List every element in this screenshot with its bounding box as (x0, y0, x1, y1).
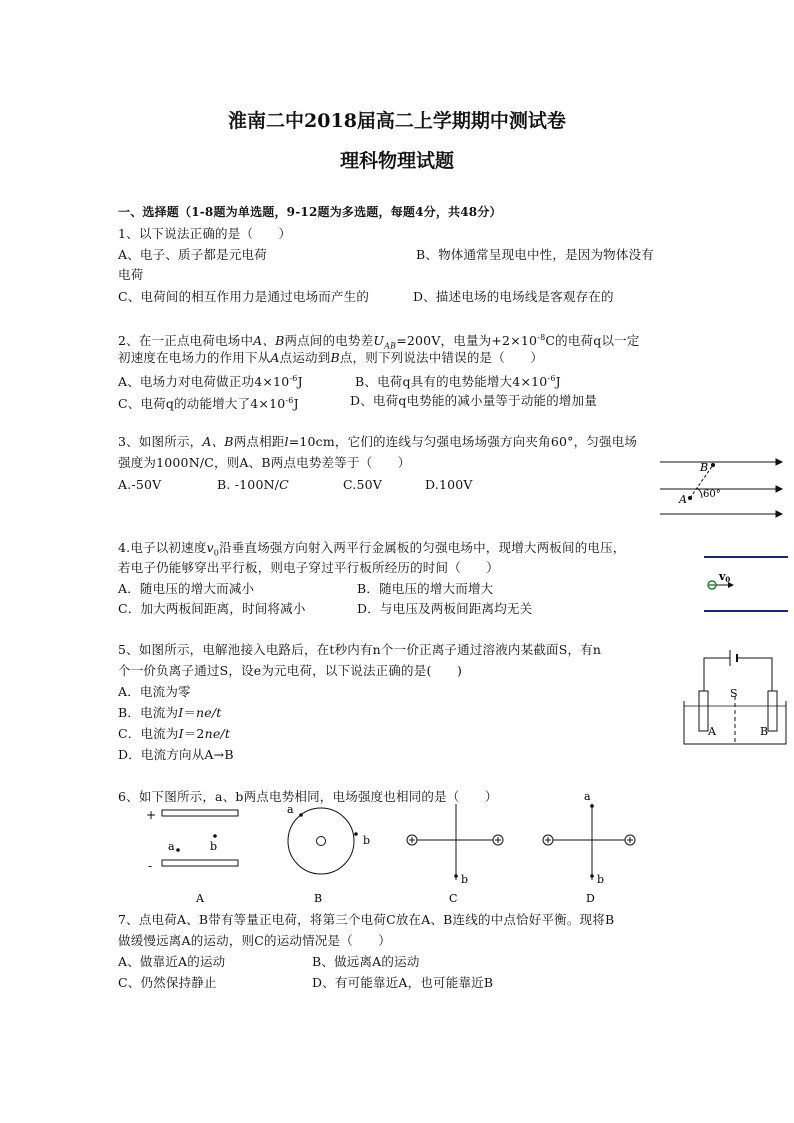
svg-text:b: b (210, 840, 218, 853)
q6-fig-d (543, 790, 635, 905)
q7-option-b: B、做远离A的运动 (312, 954, 420, 969)
q1-option-c: C、电荷间的相互作用力是通过电场而产生的 (118, 289, 370, 304)
svg-text:a: a (168, 840, 175, 853)
q1-option-d: D、描述电场的电场线是客观存在的 (413, 289, 614, 304)
svg-text:a: a (287, 803, 294, 816)
svg-text:+: + (146, 808, 157, 822)
q3-fig-point-b: B (700, 461, 709, 474)
svg-text:b: b (363, 834, 371, 847)
svg-text:B: B (314, 892, 323, 905)
q5-option-c: C．电流为I＝2ne/t (118, 726, 231, 741)
q7-option-c: C、仍然保持静止 (118, 975, 217, 990)
q4-option-c: C．加大两板间距离，时间将减小 (118, 601, 306, 616)
q4-option-a: A．随电压的增大而减小 (118, 581, 255, 596)
q5-fig-section-s: S (730, 687, 738, 700)
q1-option-a: A、电子、质子都是元电荷 (118, 247, 267, 262)
q5-option-a: A．电流为零 (118, 684, 191, 699)
exam-subtitle: 理科物理试题 (339, 150, 454, 172)
section-heading: 一、选择题（1-8题为单选题，9-12题为多选题，每题4分，共48分） (118, 205, 502, 219)
q4-option-b: B．随电压的增大而增大 (357, 581, 494, 596)
q1-stem: 1、以下说法正确的是（ ） (118, 226, 292, 241)
q6-fig-b (287, 803, 370, 905)
q3-stem-line2: 强度为1000N/C，则A、B两点电势差等于（ ） (118, 455, 411, 470)
q7-stem-line1: 7、点电荷A、B带有等量正电荷，将第三个电荷C放在A、B连线的中点恰好平衡。现将B (118, 912, 615, 927)
q6-stem: 6、如下图所示，a、b两点电势相同，电场强度也相同的是（ ） (118, 789, 498, 804)
q4-stem-line1: 4.电子以初速度$v_0$沿垂直场强方向射入两平行金属板的匀强电场中，现增大两板间的电压， (118, 540, 626, 558)
q3-stem-line1: 3、如图所示，A、B两点相距l=10cm，它们的连线与匀强电场场强方向夹角60°，匀强电场 (118, 434, 638, 449)
q4-plates-diagram (704, 555, 788, 615)
q4-stem-line2: 若电子仍能够穿出平行板，则电子穿过平行板所经历的时间（ ） (118, 560, 500, 575)
svg-text:a: a (584, 790, 591, 803)
q5-fig-electrode-a: A (708, 725, 716, 738)
q2-stem-line1: 2、在一正点电荷电场中A、B两点间的电势差$U_{AB}=200V$，电量为$+2\times 10^{-8}C$的电荷q以一定 (118, 333, 640, 351)
q3-fig-point-a: A (679, 493, 687, 506)
svg-text:D: D (586, 892, 595, 905)
q2-option-c: C、电荷q的动能增大了$4\times 10^{-6}J$ (118, 396, 299, 412)
q3-option-b: B. -100N/C (217, 477, 289, 492)
q6-fig-c (407, 804, 503, 905)
svg-text:A: A (196, 892, 204, 905)
q2-stem-line2: 初速度在电场力的作用下从A点运动到B点，则下列说法中错误的是（ ） (118, 350, 544, 365)
q3-option-c: C.50V (343, 477, 383, 492)
q3-option-d: D.100V (425, 477, 473, 492)
svg-text:C: C (449, 892, 458, 905)
q5-stem-line2: 个一价负离子通过S，设e为元电荷，以下说法正确的是( ) (118, 663, 463, 678)
svg-text:-: - (148, 859, 153, 873)
q7-option-d: D、有可能靠近A，也可能靠近B (312, 975, 494, 990)
q5-option-b: B．电流为I＝ne/t (118, 705, 222, 720)
q2-option-d: D、电荷q电势能的减小量等于动能的增加量 (350, 393, 598, 408)
q3-fig-angle: 60° (703, 489, 721, 500)
q3-field-diagram (658, 455, 782, 521)
q5-electrolysis-diagram (680, 646, 790, 746)
q7-option-a: A、做靠近A的运动 (118, 954, 226, 969)
q6-fig-a (146, 808, 238, 905)
q5-fig-electrode-b: B (760, 725, 769, 738)
q4-fig-velocity: v0 (719, 570, 731, 584)
exam-title: 淮南二中2018届高二上学期期中测试卷 (228, 110, 566, 132)
svg-text:b: b (597, 873, 605, 886)
q1-option-b-cont: 电荷 (118, 267, 144, 282)
q5-option-d: D．电流方向从A→B (118, 747, 234, 762)
q6-figures (140, 788, 630, 908)
q4-option-d: D．与电压及两板间距离均无关 (357, 601, 533, 616)
q5-stem-line1: 5、如图所示，电解池接入电路后，在t秒内有n个一价正离子通过溶液内某截面S，有n (118, 642, 602, 657)
q2-option-b: B、电荷q具有的电势能增大$4\times 10^{-6}J$ (355, 374, 561, 390)
q2-option-a: A、电场力对电荷做正功$4\times 10^{-6}J$ (118, 374, 303, 390)
q1-option-b: B、物体通常呈现电中性，是因为物体没有 (416, 247, 654, 262)
svg-text:b: b (461, 873, 469, 886)
q3-option-a: A.-50V (118, 477, 162, 492)
q7-stem-line2: 做缓慢远离A的运动，则C的运动情况是（ ） (118, 933, 391, 948)
